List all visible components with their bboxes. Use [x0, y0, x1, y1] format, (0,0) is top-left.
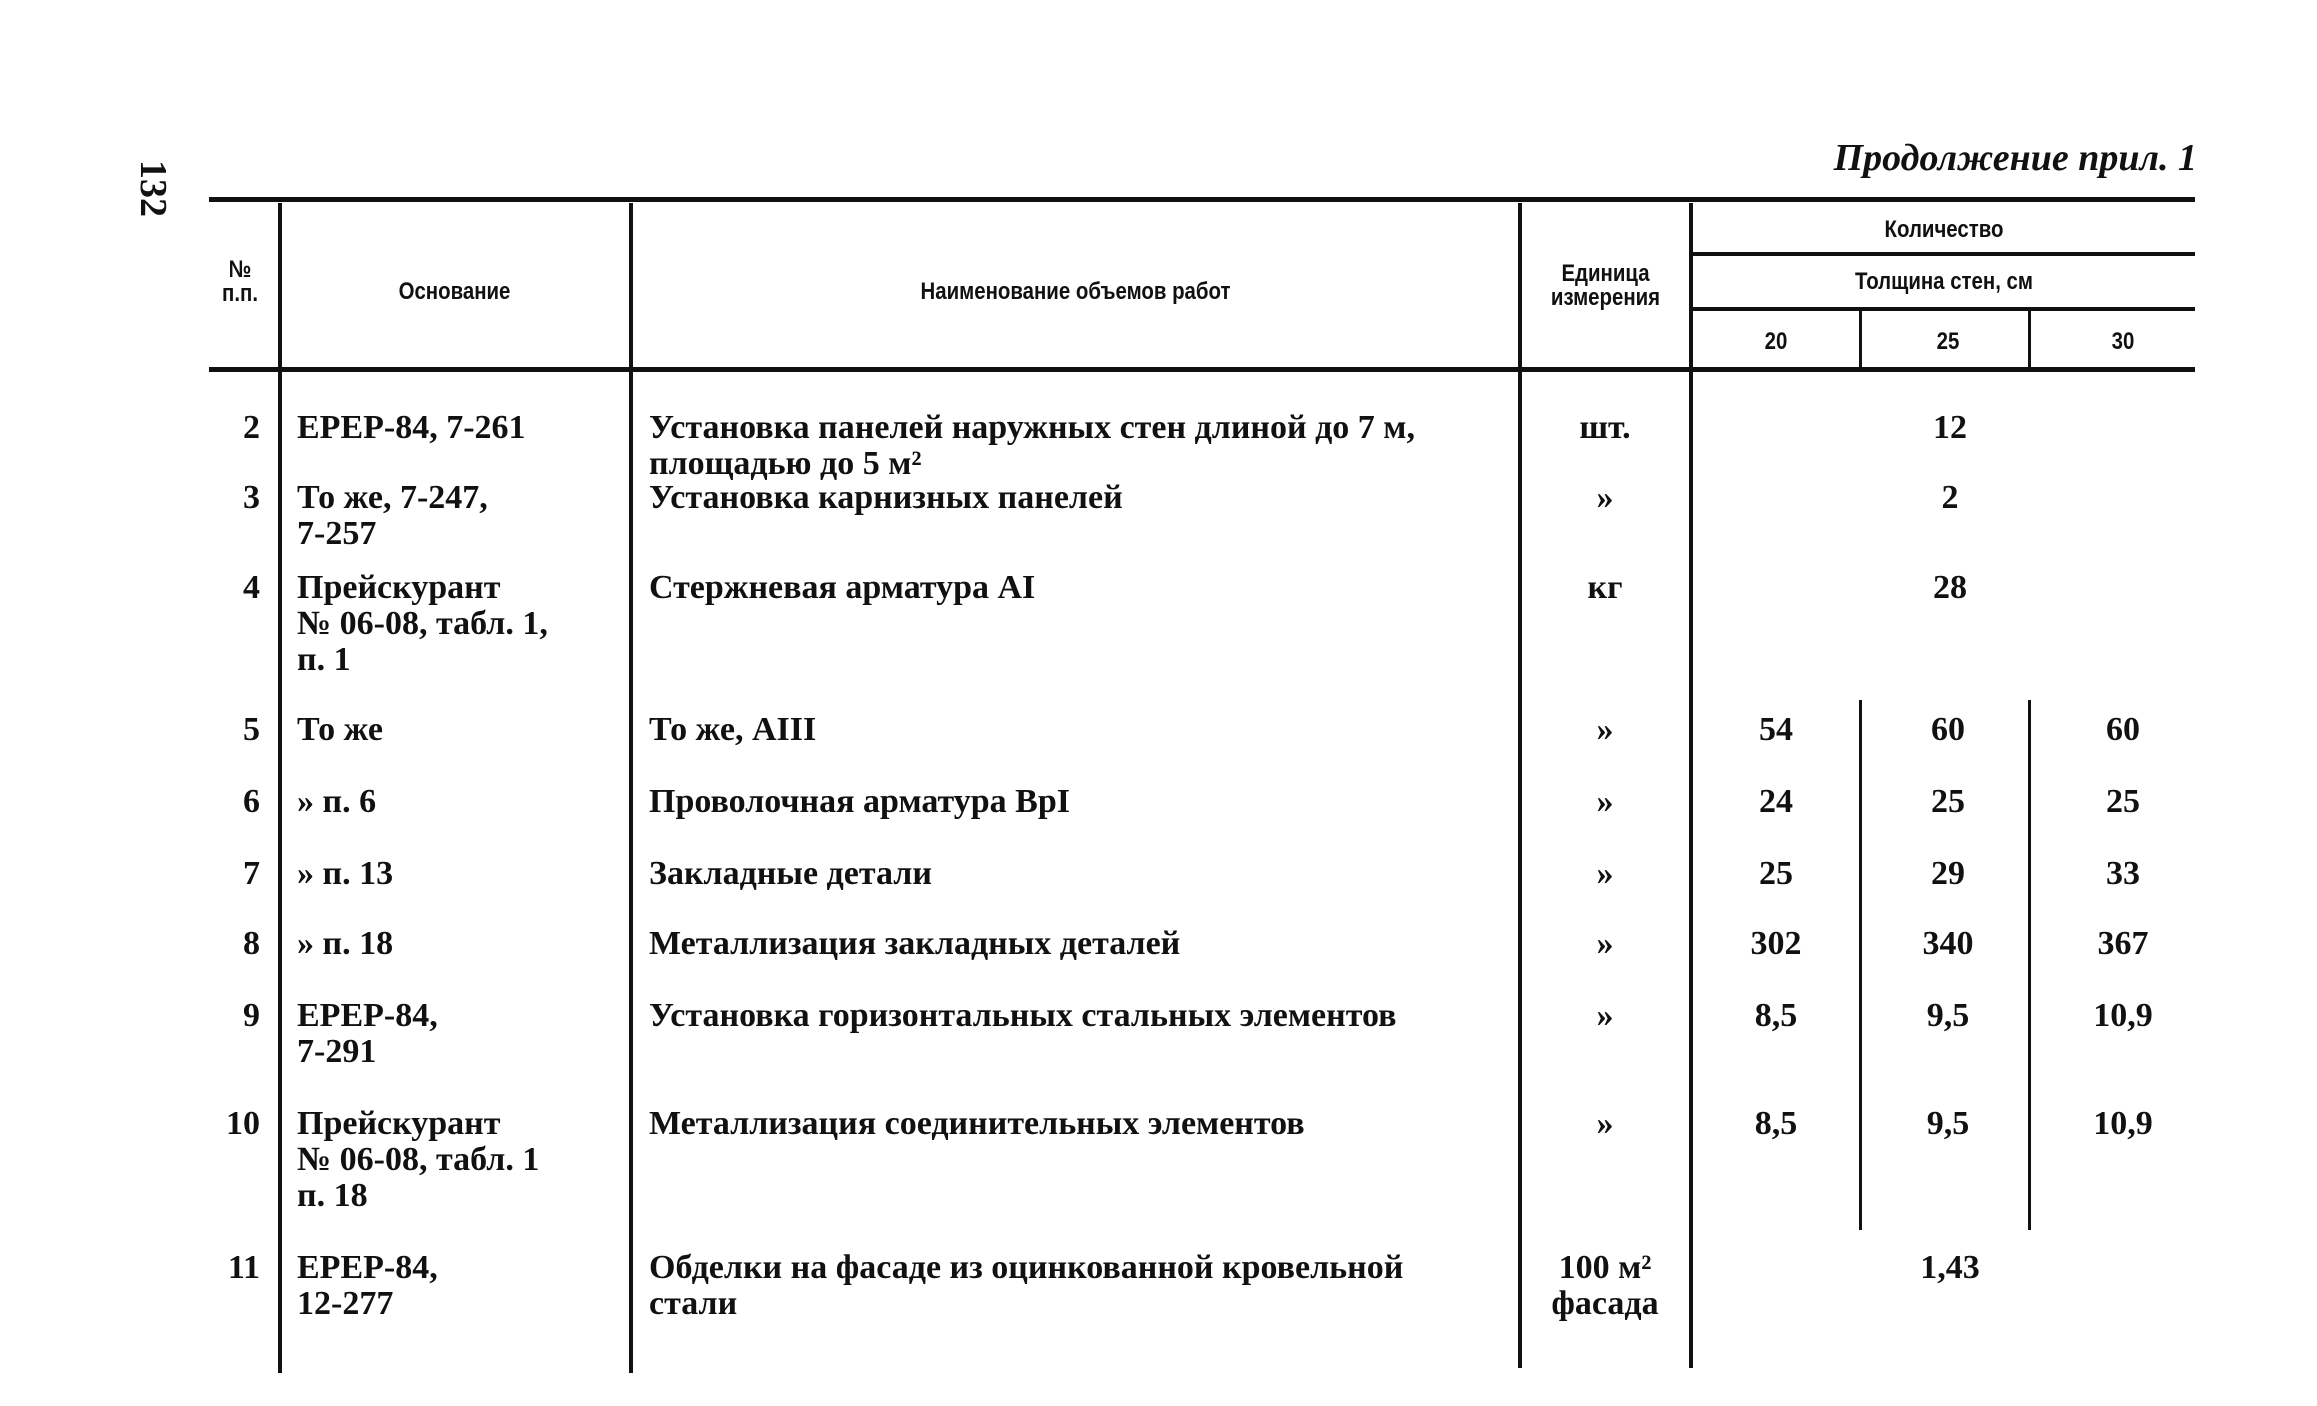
- row-name-line: Металлизация закладных деталей: [649, 925, 1181, 962]
- row-quantity-20: [1701, 712, 1851, 748]
- row-number-line: 6: [243, 783, 260, 820]
- row-quantity-line: 12: [1933, 409, 1967, 446]
- header-thickness-30: 30: [2111, 328, 2135, 355]
- col-divider: [629, 203, 633, 1373]
- row-quantity-30-line: 33: [2106, 855, 2140, 892]
- row-number: [200, 856, 260, 892]
- row-quantity-20-line: 8,5: [1754, 1105, 1798, 1142]
- row-basis-line: » п. 13: [297, 855, 394, 892]
- header-name: Наименование объемов работ: [920, 278, 1231, 305]
- row-quantity-30-line: 10,9: [2093, 997, 2153, 1034]
- header-basis: Основание: [398, 278, 511, 305]
- page-number: 132: [132, 160, 174, 217]
- row-basis-line: № 06-08, табл. 1,: [297, 605, 548, 642]
- row-name: [649, 410, 1415, 482]
- row-basis-line: » п. 6: [297, 783, 377, 820]
- row-name: [649, 926, 1180, 962]
- row-unit-line: »: [1596, 855, 1614, 892]
- row-quantity-30: [2048, 998, 2198, 1034]
- row-unit: [1525, 570, 1685, 606]
- row-name-line: Металлизация соединительных элементов: [649, 1105, 1305, 1142]
- subcol-divider: [1859, 311, 1862, 367]
- row-quantity-25: [1873, 856, 2023, 892]
- row-basis: [297, 926, 393, 962]
- row-quantity-20-line: 302: [1750, 925, 1802, 962]
- row-basis-line: Прейскурант: [297, 569, 501, 606]
- row-quantity: [1800, 410, 2100, 446]
- row-number: [200, 712, 260, 748]
- row-unit-line: »: [1596, 711, 1614, 748]
- row-number-line: 2: [243, 409, 260, 446]
- row-basis-line: ЕРЕР-84,: [297, 997, 438, 1034]
- row-number: [200, 1250, 260, 1286]
- row-basis-line: ЕРЕР-84, 7-261: [297, 409, 526, 446]
- row-quantity-25-line: 60: [1931, 711, 1965, 748]
- row-quantity: [1800, 480, 2100, 516]
- row-basis: [297, 1250, 438, 1322]
- row-quantity-20-line: 54: [1759, 711, 1793, 748]
- row-number-line: 8: [243, 925, 260, 962]
- row-basis-line: № 06-08, табл. 1: [297, 1141, 540, 1178]
- row-name: [649, 856, 932, 892]
- header-unit-line: Единица: [1561, 260, 1650, 287]
- row-number: [200, 480, 260, 516]
- row-quantity-30-line: 60: [2106, 711, 2140, 748]
- row-basis-line: п. 18: [297, 1177, 368, 1214]
- row-basis-line: п. 1: [297, 641, 351, 678]
- row-basis: [297, 856, 393, 892]
- row-number: [200, 998, 260, 1034]
- row-unit: [1525, 480, 1685, 516]
- row-name-line: Проволочная арматура BpI: [649, 783, 1070, 820]
- header-number: [210, 258, 270, 306]
- row-unit-line: кг: [1587, 569, 1623, 606]
- header-thickness-25: 25: [1936, 328, 1960, 355]
- table-top-rule: [209, 197, 2195, 202]
- row-number: [200, 1106, 260, 1142]
- header-thickness: Толщина стен, см: [1855, 268, 2033, 295]
- row-unit-line: »: [1596, 783, 1614, 820]
- row-name: [649, 1250, 1403, 1322]
- row-unit: [1525, 784, 1685, 820]
- subcol-divider: [1859, 700, 1862, 1230]
- row-basis-line: Прейскурант: [297, 1105, 501, 1142]
- row-quantity-25-line: 340: [1922, 925, 1974, 962]
- row-unit: [1525, 1106, 1685, 1142]
- row-name: [649, 480, 1123, 516]
- row-basis: [297, 1106, 539, 1214]
- header-number-sign: №: [228, 256, 252, 283]
- row-quantity-25: [1873, 926, 2023, 962]
- row-name-line: Закладные детали: [649, 855, 932, 892]
- quantity-rule: [1693, 252, 2195, 256]
- row-unit: [1525, 712, 1685, 748]
- header-bottom-rule: [209, 367, 2195, 372]
- row-name-line: площадью до 5 м²: [649, 445, 922, 482]
- row-quantity-30: [2048, 926, 2198, 962]
- subcol-divider: [2028, 700, 2031, 1230]
- row-quantity-25: [1873, 1106, 2023, 1142]
- col-divider: [1518, 203, 1522, 1368]
- row-number: [200, 410, 260, 446]
- row-basis-line: То же: [297, 711, 383, 748]
- row-quantity-20: [1701, 856, 1851, 892]
- row-basis: [297, 712, 383, 748]
- row-quantity-25-line: 29: [1931, 855, 1965, 892]
- row-quantity-30: [2048, 712, 2198, 748]
- row-quantity-25: [1873, 712, 2023, 748]
- row-quantity-30-line: 25: [2106, 783, 2140, 820]
- row-unit-line: шт.: [1579, 409, 1631, 446]
- row-quantity-20: [1701, 1106, 1851, 1142]
- row-number-line: 10: [226, 1105, 260, 1142]
- row-quantity-25-line: 25: [1931, 783, 1965, 820]
- row-number-line: 7: [243, 855, 260, 892]
- row-quantity: [1800, 570, 2100, 606]
- row-basis-line: 7-257: [297, 515, 377, 552]
- row-quantity-30: [2048, 1106, 2198, 1142]
- row-number-line: 11: [227, 1249, 260, 1286]
- row-quantity-25-line: 9,5: [1926, 1105, 1970, 1142]
- row-quantity-30-line: 10,9: [2093, 1105, 2153, 1142]
- row-quantity-20-line: 25: [1759, 855, 1793, 892]
- row-basis: [297, 480, 488, 552]
- row-quantity-20: [1701, 998, 1851, 1034]
- row-quantity-line: 1,43: [1920, 1249, 1980, 1286]
- row-unit: [1525, 856, 1685, 892]
- col-divider: [1689, 203, 1693, 1368]
- row-unit-line: »: [1596, 479, 1614, 516]
- row-basis-line: То же, 7-247,: [297, 479, 488, 516]
- row-name-line: Обделки на фасаде из оцинкованной кровельной: [649, 1249, 1404, 1286]
- row-basis-line: ЕРЕР-84,: [297, 1249, 438, 1286]
- row-name: [649, 712, 816, 748]
- row-name-line: Установка карнизных панелей: [649, 479, 1123, 516]
- header-quantity: Количество: [1884, 216, 2004, 243]
- row-quantity: [1800, 1250, 2100, 1286]
- thickness-rule: [1693, 307, 2195, 311]
- row-number-line: 4: [243, 569, 260, 606]
- row-quantity-line: 28: [1933, 569, 1967, 606]
- row-number: [200, 926, 260, 962]
- row-basis-line: 7-291: [297, 1033, 377, 1070]
- header-number-abbr: п.п.: [222, 280, 258, 307]
- row-quantity-20-line: 8,5: [1754, 997, 1798, 1034]
- col-divider: [278, 203, 282, 1373]
- row-name: [649, 998, 1396, 1034]
- row-number-line: 3: [243, 479, 260, 516]
- row-basis-line: » п. 18: [297, 925, 394, 962]
- row-unit: [1525, 1250, 1685, 1322]
- row-quantity-line: 2: [1941, 479, 1959, 516]
- row-name: [649, 784, 1070, 820]
- row-basis: [297, 784, 376, 820]
- row-quantity-25-line: 9,5: [1926, 997, 1970, 1034]
- row-unit: [1525, 410, 1685, 446]
- subcol-divider: [2028, 311, 2031, 367]
- row-unit-line: »: [1596, 925, 1614, 962]
- row-basis-line: 12-277: [297, 1285, 394, 1322]
- header-unit: [1535, 262, 1677, 310]
- row-unit-line: фасада: [1551, 1285, 1659, 1322]
- row-quantity-25: [1873, 784, 2023, 820]
- row-name-line: Установка панелей наружных стен длиной до 7 м,: [649, 409, 1415, 446]
- row-unit-line: 100 м²: [1558, 1249, 1652, 1286]
- row-name: [649, 570, 1035, 606]
- row-name-line: Установка горизонтальных стальных элементов: [649, 997, 1397, 1034]
- row-number: [200, 784, 260, 820]
- row-quantity-20: [1701, 926, 1851, 962]
- row-quantity-20: [1701, 784, 1851, 820]
- row-unit: [1525, 998, 1685, 1034]
- row-number-line: 5: [243, 711, 260, 748]
- header-unit-line: измерения: [1550, 284, 1661, 311]
- row-name: [649, 1106, 1305, 1142]
- row-number-line: 9: [243, 997, 260, 1034]
- row-unit-line: »: [1596, 1105, 1614, 1142]
- row-quantity-30: [2048, 784, 2198, 820]
- row-quantity-20-line: 24: [1759, 783, 1793, 820]
- row-basis: [297, 998, 438, 1070]
- continuation-note: Продолжение прил. 1: [1833, 137, 2197, 179]
- row-basis: [297, 570, 548, 678]
- row-name-line: То же, AIII: [649, 711, 817, 748]
- row-name-line: стали: [649, 1285, 738, 1322]
- row-number: [200, 570, 260, 606]
- row-basis: [297, 410, 526, 446]
- row-unit: [1525, 926, 1685, 962]
- row-quantity-30: [2048, 856, 2198, 892]
- row-quantity-30-line: 367: [2097, 925, 2149, 962]
- header-thickness-20: 20: [1764, 328, 1788, 355]
- row-quantity-25: [1873, 998, 2023, 1034]
- row-name-line: Стержневая арматура AI: [649, 569, 1036, 606]
- row-unit-line: »: [1596, 997, 1614, 1034]
